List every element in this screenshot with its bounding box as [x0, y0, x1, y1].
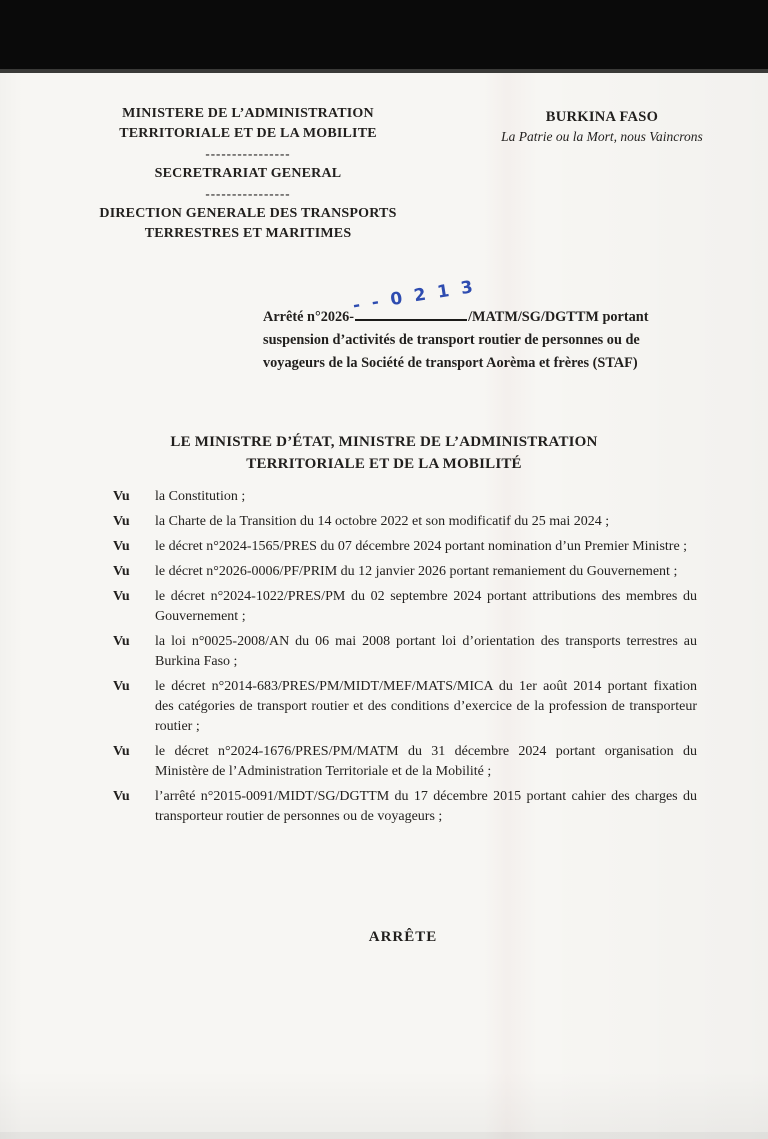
- visa-label: Vu: [113, 539, 130, 554]
- decree-enactment-word: ARRÊTE: [368, 929, 438, 945]
- handwritten-registry-number: - - 0 2 1 3: [351, 276, 478, 317]
- visa-item: [113, 562, 705, 582]
- visa-text: le décret n°2024-1676/PRES/PM/MATM du 31 décembre 2024 portant organisation du Ministère de l’Administration Territoriale et de la Mobilité ;: [155, 744, 697, 779]
- visa-text: la loi n°0025-2008/AN du 06 mai 2008 portant loi d’orientation des transports terrestres au Burkina Faso ;: [155, 634, 697, 669]
- visa-label: Vu: [113, 489, 130, 504]
- visa-item: [113, 677, 705, 737]
- visa-text: le décret n°2024-1022/PRES/PM du 02 septembre 2024 portant attributions des membres du Gouvernement ;: [155, 589, 697, 624]
- visa-item: [113, 742, 705, 782]
- decree-number-line: [263, 276, 709, 329]
- ministry-letterhead: [76, 104, 420, 244]
- country-name: BURKINA FASO: [545, 109, 659, 125]
- visa-text: le décret n°2014-683/PRES/PM/MIDT/MEF/MATS/MICA du 1er août 2014 portant fixation des catégories de transport routier et des conditions d’exercice de la profession de transporteur routier ;: [155, 679, 697, 734]
- visa-item: [113, 537, 705, 557]
- visa-label: Vu: [113, 789, 130, 804]
- visa-text: la Charte de la Transition du 14 octobre 2022 et son modificatif du 25 mai 2024 ;: [155, 514, 610, 529]
- direction-generale-line2: TERRESTRES ET MARITIMES: [144, 226, 352, 241]
- ministry-name-line1: MINISTERE DE L’ADMINISTRATION: [122, 106, 374, 121]
- authority-line2: TERRITORIALE ET DE LA MOBILITÉ: [246, 456, 522, 472]
- visa-text: le décret n°2024-1565/PRES du 07 décembre 2024 portant nomination d’un Premier Ministre ;: [155, 539, 688, 554]
- direction-generale-line1: DIRECTION GENERALE DES TRANSPORTS: [99, 206, 397, 221]
- letterhead-divider: ----------------: [205, 186, 291, 201]
- decree-subject-block: [263, 276, 709, 375]
- visa-text: l’arrêté n°2015-0091/MIDT/SG/DGTTM du 17 décembre 2015 portant cahier des charges du transporteur routier de personnes ou de voyageurs ;: [155, 789, 697, 824]
- decree-number-prefix: Arrêté n°2026-: [263, 309, 355, 325]
- national-letterhead: [478, 107, 726, 147]
- visa-item: [113, 632, 705, 672]
- visa-item: [113, 512, 705, 532]
- visa-item: [113, 787, 705, 827]
- visa-text: la Constitution ;: [155, 489, 246, 504]
- visa-label: Vu: [113, 634, 130, 649]
- visa-label: Vu: [113, 589, 130, 604]
- decree-number-suffix: /MATM/SG/DGTTM portant: [468, 309, 649, 325]
- ministry-name-line2: TERRITORIALE ET DE LA MOBILITE: [119, 126, 377, 141]
- handwritten-number-slot: [351, 276, 478, 321]
- scan-edge-top-band: [0, 0, 768, 73]
- visa-label: Vu: [113, 679, 130, 694]
- visa-item: [113, 487, 705, 507]
- visa-label: Vu: [113, 564, 130, 579]
- authority-line1: LE MINISTRE D’ÉTAT, MINISTRE DE L’ADMINISTRATION: [170, 434, 598, 450]
- decree-subject-line2: suspension d’activités de transport routier de personnes ou de: [263, 332, 640, 348]
- issuing-authority-heading: [104, 431, 664, 475]
- letterhead-divider: ----------------: [205, 146, 291, 161]
- national-motto: La Patrie ou la Mort, nous Vaincrons: [501, 129, 703, 144]
- decree-subject-line3: voyageurs de la Société de transport Aorèma et frères (STAF): [263, 355, 638, 371]
- visa-citations-list: [113, 487, 705, 832]
- visa-label: Vu: [113, 514, 130, 529]
- visa-text: le décret n°2026-0006/PF/PRIM du 12 janvier 2026 portant remaniement du Gouvernement ;: [155, 564, 678, 579]
- scan-edge-bottom-strip: [0, 1132, 768, 1139]
- secretariat-general-line: SECRETRARIAT GENERAL: [154, 166, 342, 181]
- visa-label: Vu: [113, 744, 130, 759]
- visa-item: [113, 587, 705, 627]
